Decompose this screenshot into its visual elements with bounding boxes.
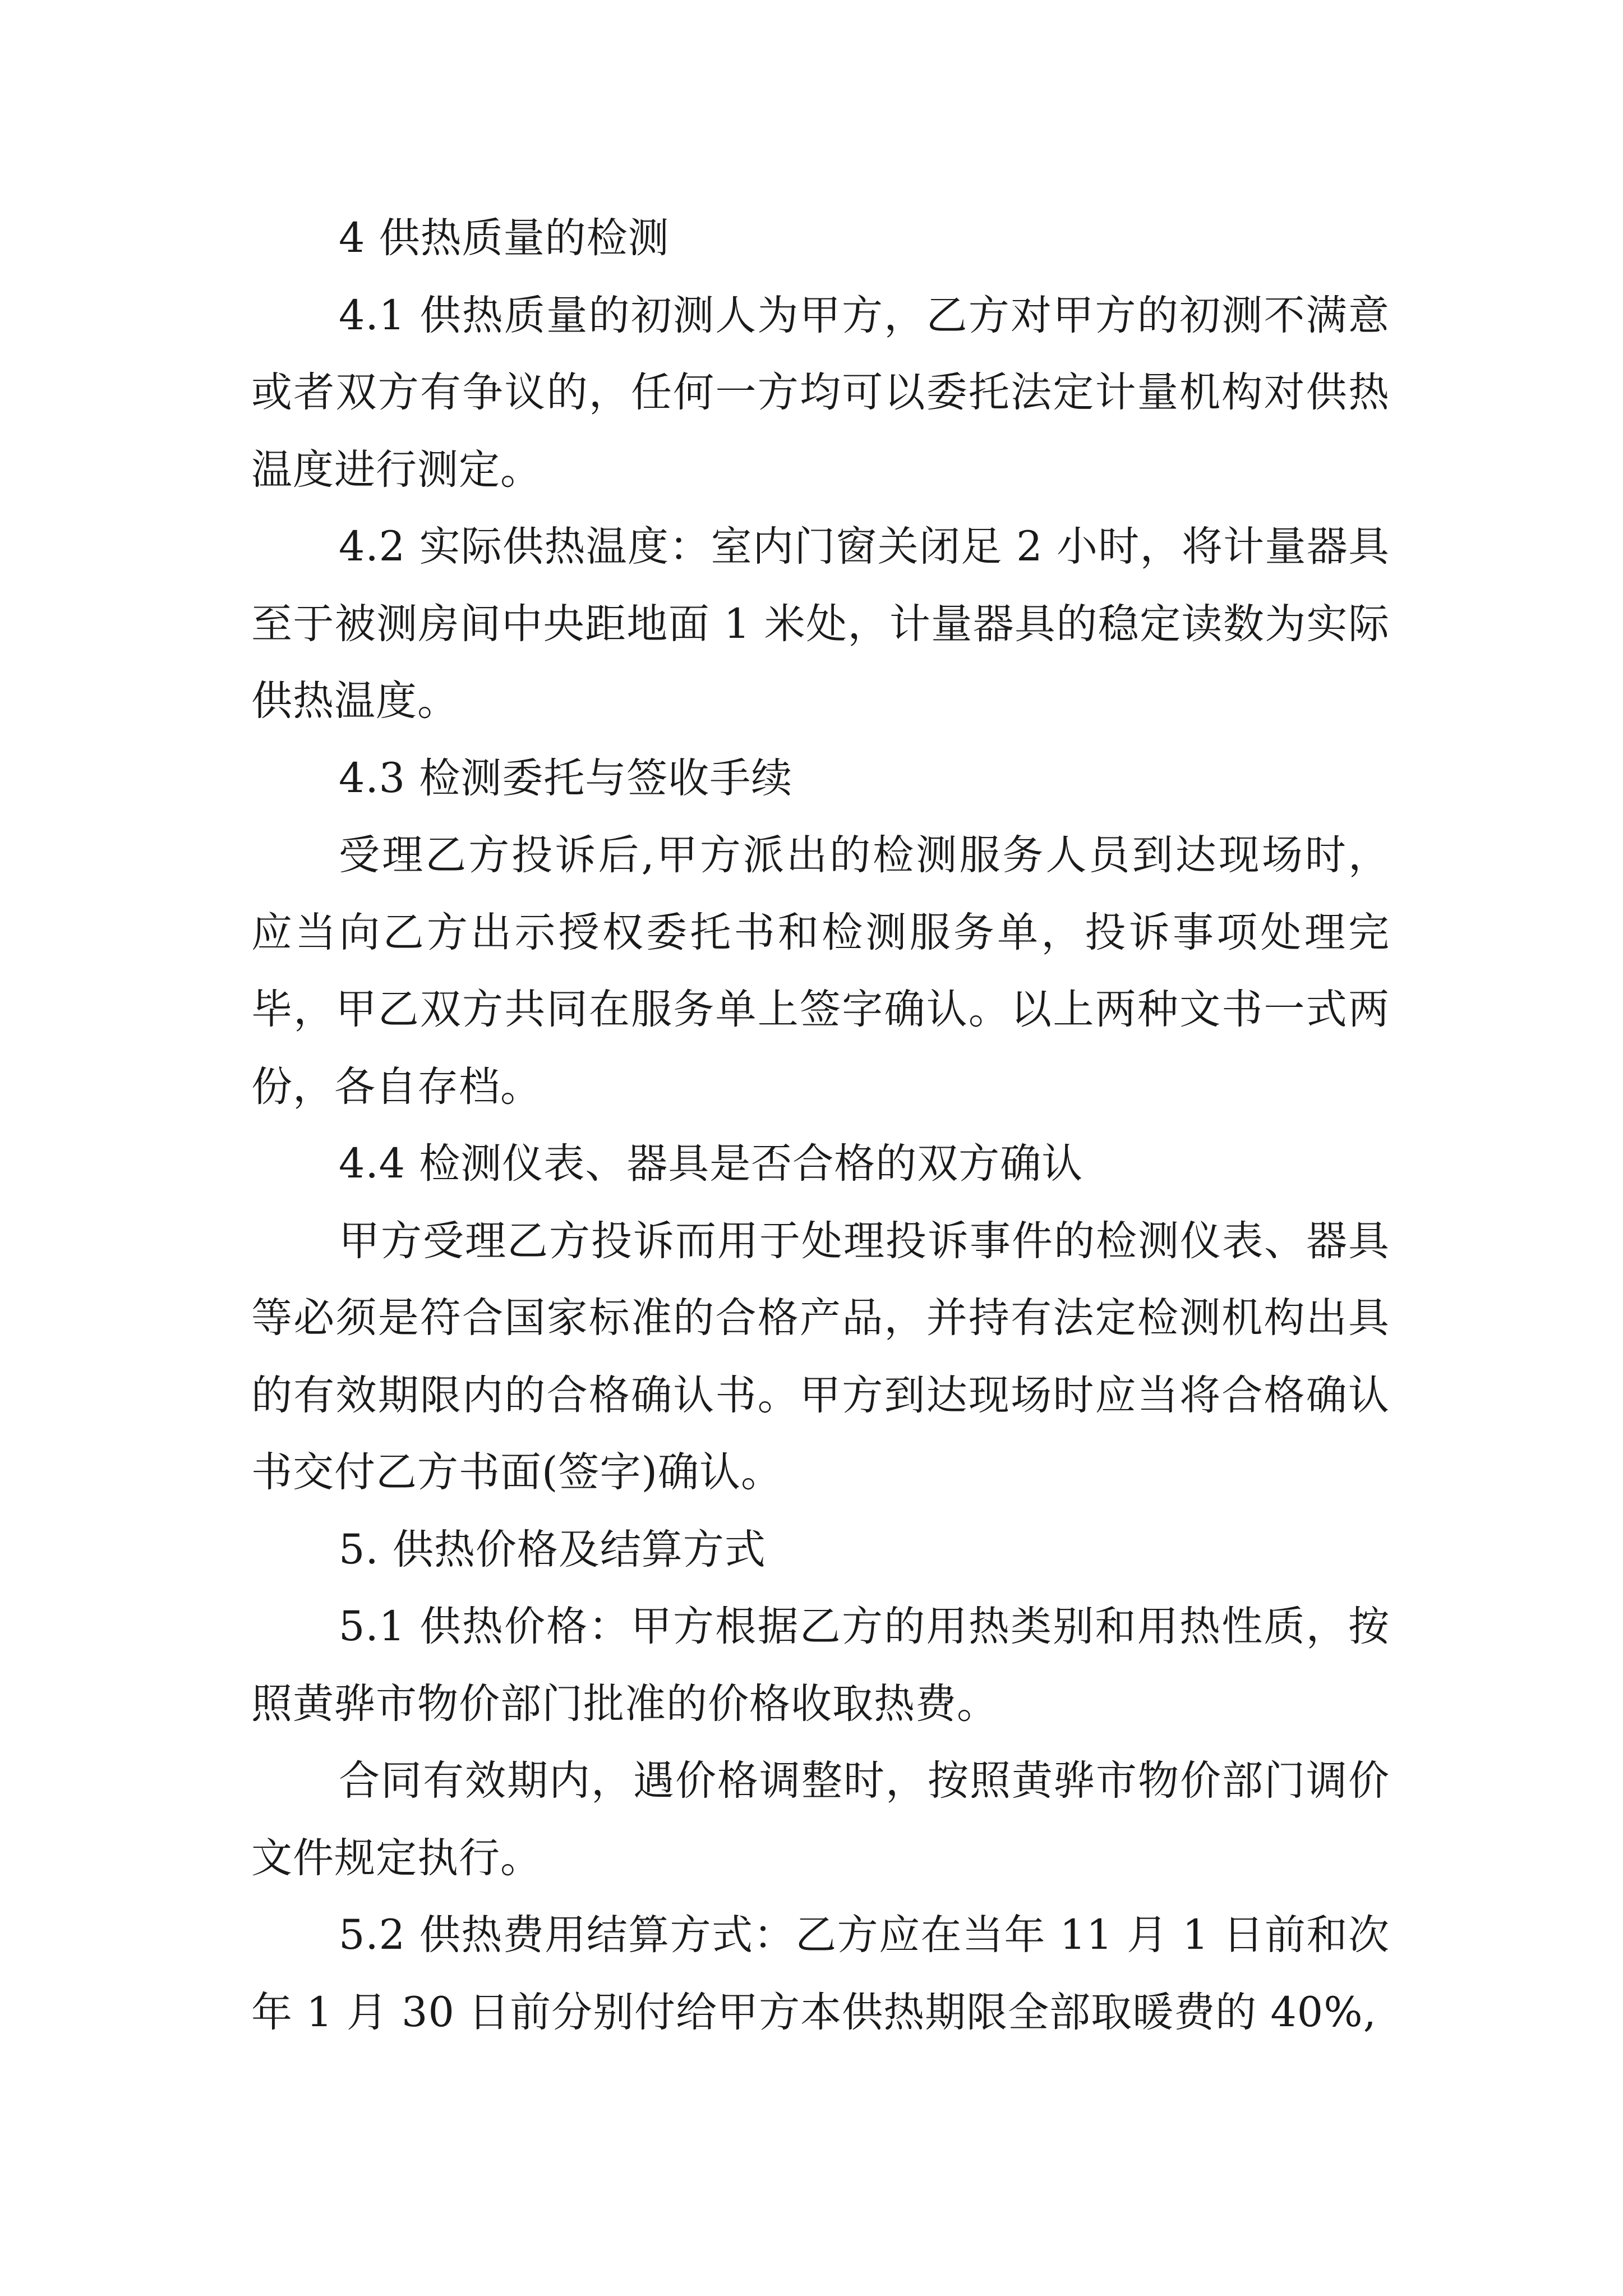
clause-5-2: 5.2 供热费用结算方式：乙方应在当年 11 月 1 日前和次年 1 月 30 日前分别付给甲方本供热期限全部取暖费的 40%, <box>251 1911 1390 2036</box>
section-heading-5: 5. 供热价格及结算方式 <box>339 1525 766 1573</box>
clause-5-1: 5.1 供热价格：甲方根据乙方的用热类别和用热性质，按照黄骅市物价部门批准的价格收取热费。 <box>251 1603 1390 1728</box>
clause-4-1: 4.1 供热质量的初测人为甲方，乙方对甲方的初测不满意或者双方有争议的，任何一方均可以委托法定计量机构对供热温度进行测定。 <box>251 291 1390 494</box>
section-heading-4: 4 供热质量的检测 <box>339 214 670 262</box>
clause-4-4-body: 甲方受理乙方投诉而用于处理投诉事件的检测仪表、器具等必须是符合国家标准的合格产品，并持有法定检测机构出具的有效期限内的合格确认书。甲方到达现场时应当将合格确认书交付乙方书面(签字)确认。 <box>251 1217 1390 1496</box>
clause-4-3-body: 受理乙方投诉后,甲方派出的检测服务人员到达现场时，应当向乙方出示授权委托书和检测服务单，投诉事项处理完毕，甲乙双方共同在服务单上签字确认。以上两种文书一式两份，各自存档。 <box>251 831 1390 1111</box>
document-body <box>251 200 1390 2051</box>
clause-heading-4-3: 4.3 检测委托与签收手续 <box>339 754 793 802</box>
clause-heading-4-4: 4.4 检测仪表、器具是否合格的双方确认 <box>339 1140 1083 1188</box>
clause-4-2: 4.2 实际供热温度：室内门窗关闭足 2 小时，将计量器具至于被测房间中央距地面 1 米处，计量器具的稳定读数为实际供热温度。 <box>251 523 1390 725</box>
clause-5-1-adjustment: 合同有效期内，遇价格调整时，按照黄骅市物价部门调价文件规定执行。 <box>251 1757 1390 1882</box>
